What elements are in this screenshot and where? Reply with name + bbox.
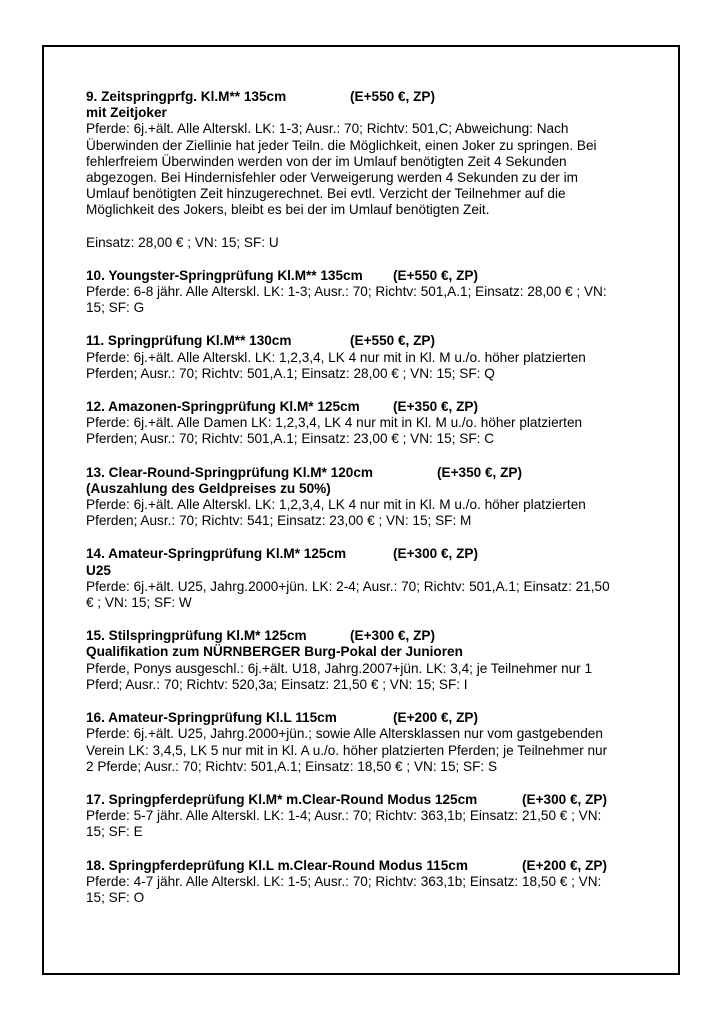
- competition-details: Pferde: 6j.+ält. Alle Alterskl. LK: 1,2,3,4, LK 4 nur mit in Kl. M u./o. höher platzierten Pferden; Ausr.: 70; Richtv: 541; Einsatz: 23,00 € ; VN: 15; SF: M: [86, 497, 586, 529]
- competition-16: [86, 710, 666, 775]
- competition-title: 16. Amateur-Springprüfung Kl.L 115cm: [86, 710, 337, 726]
- competition-10: [86, 268, 666, 317]
- competition-title: 13. Clear-Round-Springprüfung Kl.M* 120cm: [86, 464, 374, 480]
- competition-subtitle: U25: [86, 562, 111, 578]
- competition-12: [86, 399, 666, 448]
- competition-title-line: [86, 399, 666, 415]
- competition-details: Pferde: 6-8 jähr. Alle Alterskl. LK: 1-3; Ausr.: 70; Richtv: 501,A.1; Einsatz: 28,00 € ; VN: 15; SF: G: [86, 284, 607, 316]
- competition-title: 17. Springpferdeprüfung Kl.M* m.Clear-Round Modus 125cm: [86, 791, 478, 807]
- competition-title-line: [86, 546, 666, 562]
- competition-title: 12. Amazonen-Springprüfung Kl.M* 125cm: [86, 399, 360, 415]
- competition-details: Pferde: 6j.+ält. U25, Jahrg.2000+jün. LK: 2-4; Ausr.: 70; Richtv: 501,A.1; Einsatz: 21,50 € ; VN: 15; SF: W: [86, 578, 610, 611]
- competition-13: [86, 465, 666, 530]
- competition-title: 9. Zeitspringprfg. Kl.M** 135cm: [86, 89, 287, 104]
- competition-subtitle: (Auszahlung des Geldpreises zu 50%): [86, 480, 331, 496]
- competition-17: [86, 792, 666, 841]
- competition-9: [86, 89, 666, 251]
- competition-details: Pferde: 6j.+ält. Alle Alterskl. LK: 1-3; Ausr.: 70; Richtv: 501,C; Abweichung: Nach Überwinden der Ziellinie hat jeder Teiln. die Möglichkeit, einen Joker zu springen. Bei fehlerfreiem Überwinden werden von der im Umlauf benötigten Zeit 4 Sekunden abgezogen. Bei Hindernisfehler oder Verweigerung werden 4 Sekunden zu der im Umlauf benötigten Zeit hinzugerechnet. Bei evtl. Verzicht der Teilnehmer auf die Möglichkeit des Jokers, bleibt es bei der im Umlauf benötigten Zeit.: [86, 121, 597, 218]
- competition-subtitle: mit Zeitjoker: [86, 105, 167, 121]
- competition-title: 14. Amateur-Springprüfung Kl.M* 125cm: [86, 546, 347, 562]
- competition-title-line: [86, 628, 666, 644]
- competition-title-line: [86, 710, 666, 726]
- competition-prize: (E+550 €, ZP): [350, 333, 436, 349]
- competition-details: Pferde: 6j.+ält. Alle Alterskl. LK: 1,2,3,4, LK 4 nur mit in Kl. M u./o. höher platzierten Pferden; Ausr.: 70; Richtv: 501,A.1; Einsatz: 28,00 € ; VN: 15; SF: Q: [86, 349, 586, 381]
- competition-title-line: [86, 858, 666, 874]
- competition-prize: (E+550 €, ZP): [393, 267, 479, 283]
- competition-prize: (E+550 €, ZP): [350, 89, 436, 104]
- competition-prize: (E+350 €, ZP): [393, 399, 479, 415]
- competition-details: Pferde: 6j.+ält. Alle Damen LK: 1,2,3,4, LK 4 nur mit in Kl. M u./o. höher platzierten Pferden; Ausr.: 70; Richtv: 501,A.1; Einsatz: 23,00 € ; VN: 15; SF: C: [86, 415, 583, 447]
- competition-prize: (E+300 €, ZP): [350, 628, 436, 644]
- competition-prize: (E+200 €, ZP): [522, 857, 608, 873]
- document-body: [86, 89, 666, 923]
- competition-subtitle: Qualifikation zum NÜRNBERGER Burg-Pokal der Junioren: [86, 644, 463, 660]
- competition-fee: Einsatz: 28,00 € ; VN: 15; SF: U: [86, 234, 279, 250]
- competition-11: [86, 333, 666, 382]
- competition-15: [86, 628, 666, 693]
- competition-details: Pferde, Ponys ausgeschl.: 6j.+ält. U18, Jahrg.2007+jün. LK: 3,4; je Teilnehmer nur 1 Pferd; Ausr.: 70; Richtv: 520,3a; Einsatz: 21,50 € ; VN: 15; SF: I: [86, 660, 593, 692]
- competition-title-line: [86, 89, 666, 105]
- competition-14: [86, 546, 666, 611]
- competition-title: 18. Springpferdeprüfung Kl.L m.Clear-Round Modus 115cm: [86, 857, 468, 873]
- competition-18: [86, 858, 666, 907]
- competition-details: Pferde: 4-7 jähr. Alle Alterskl. LK: 1-5; Ausr.: 70; Richtv: 363,1b; Einsatz: 18,50 € ; VN: 15; SF: O: [86, 873, 602, 905]
- competition-details: Pferde: 6j.+ält. U25, Jahrg.2000+jün.; sowie Alle Altersklassen nur vom gastgebenden Verein LK: 3,4,5, LK 5 nur mit in Kl. A u./o. höher platzierten Pferden; je Teilnehmer nur 2 Pferde; Ausr.: 70; Richtv: 501,A.1; Einsatz: 18,50 € ; VN: 15; SF: S: [86, 726, 608, 774]
- competition-prize: (E+300 €, ZP): [522, 791, 608, 807]
- competition-title: 15. Stilspringprüfung Kl.M* 125cm: [86, 628, 307, 644]
- competition-title-line: [86, 268, 666, 284]
- competition-details: Pferde: 5-7 jähr. Alle Alterskl. LK: 1-4; Ausr.: 70; Richtv: 363,1b; Einsatz: 21,50 € ; VN: 15; SF: E: [86, 808, 602, 840]
- competition-title-line: [86, 792, 666, 808]
- competition-prize: (E+200 €, ZP): [393, 710, 479, 726]
- competition-title-line: [86, 333, 666, 349]
- competition-prize: (E+300 €, ZP): [393, 546, 479, 562]
- competition-title: 11. Springprüfung Kl.M** 130cm: [86, 333, 292, 349]
- competition-title: 10. Youngster-Springprüfung Kl.M** 135cm: [86, 267, 363, 283]
- competition-title-line: [86, 465, 666, 481]
- competition-prize: (E+350 €, ZP): [437, 464, 523, 480]
